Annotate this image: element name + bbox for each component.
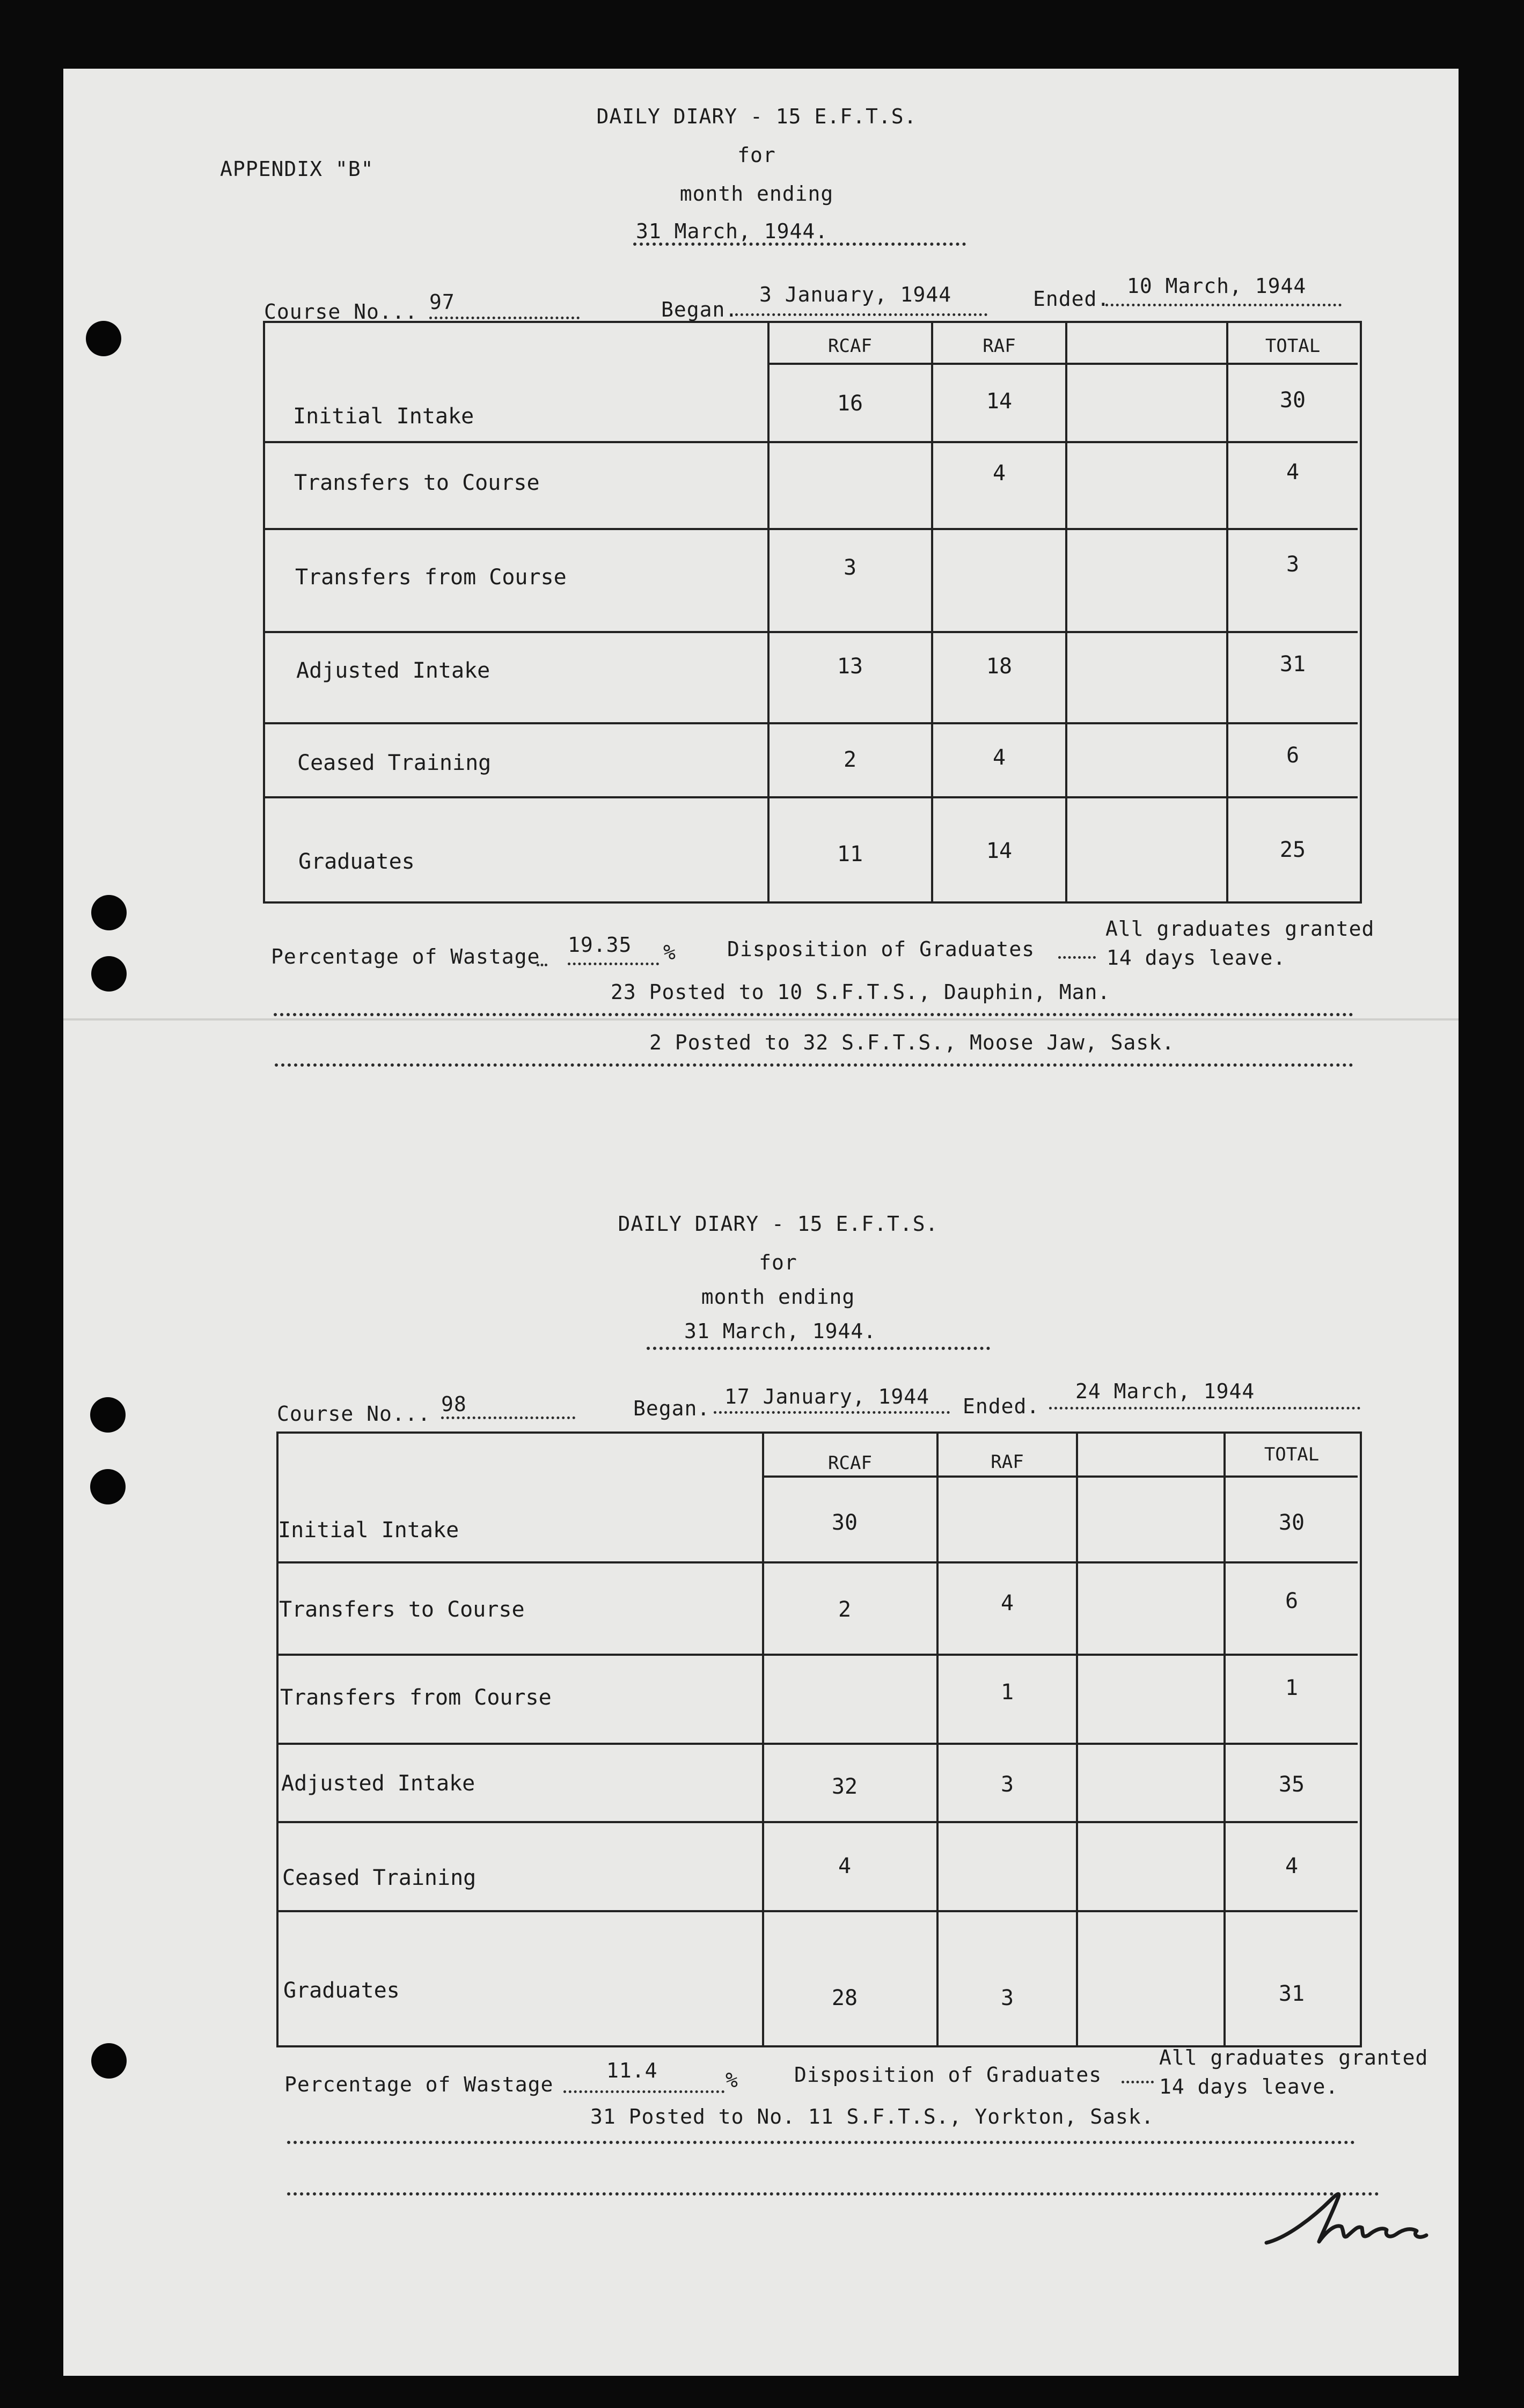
wastage-dotted-line [563,2090,724,2093]
began-date: 17 January, 1944 [724,1385,930,1408]
table-column-divider [1065,321,1067,901]
column-header-rcaf: RCAF [828,1452,872,1474]
month-ending-label: month ending [701,1285,855,1309]
began-dotted-line [714,1411,950,1414]
total-value: 4 [1286,460,1300,484]
disposition-text-line-1: All graduates granted [1105,917,1375,941]
total-value: 25 [1279,838,1306,862]
punch-hole [86,321,121,356]
total-value: 6 [1286,743,1300,768]
table-row-rule [276,1743,1358,1745]
wastage-dotted-line [568,963,659,965]
punch-hole [91,2043,127,2079]
table-row-rule [276,1561,1358,1563]
total-value: 31 [1279,652,1306,677]
raf-value: 3 [1000,1986,1014,2010]
appendix-label: APPENDIX "B" [220,157,374,181]
wastage-dotted-line [537,964,547,966]
course-no-label: Course No... [277,1402,431,1426]
row-label: Graduates [298,849,415,874]
table-row-rule [276,1654,1358,1656]
table-column-divider [1076,1431,1078,2045]
row-label: Transfers from Course [295,565,567,590]
column-header-total: TOTAL [1264,1444,1320,1465]
disposition-label: Disposition of Graduates [727,937,1035,961]
raf-value: 14 [986,389,1013,414]
table-row-rule [276,1821,1358,1823]
row-label: Transfers to Course [279,1597,525,1622]
rcaf-value: 11 [837,842,863,867]
began-label: Began. [661,298,738,321]
date-dotted-line [633,243,966,246]
posting-dotted-line [274,1013,1353,1016]
punch-hole [90,1469,126,1504]
total-value: 1 [1285,1676,1299,1700]
table-header-rule [767,363,1358,365]
table-row-rule [263,722,1358,724]
table-header-rule [762,1475,1358,1478]
row-label: Initial Intake [293,404,474,429]
course-no-value: 97 [429,290,455,314]
table-row-rule [263,528,1358,530]
wastage-unit: % [726,2068,738,2092]
disposition-text-line-2: 14 days leave. [1107,946,1286,970]
row-label: Initial Intake [278,1518,459,1543]
diary-title: DAILY DIARY - 15 E.F.T.S. [596,105,917,128]
date-dotted-line [647,1347,990,1350]
punch-hole [91,956,127,992]
disposition-text-line-2: 14 days leave. [1159,2075,1339,2098]
punch-hole [90,1397,126,1433]
total-value: 6 [1285,1589,1299,1613]
total-value: 31 [1278,1981,1305,2006]
for-label: for [759,1251,797,1274]
wastage-label: Percentage of Wastage [284,2073,554,2096]
column-header-raf: RAF [983,335,1016,357]
raf-value: 1 [1000,1680,1014,1705]
table-row-rule [263,631,1358,633]
page-fold-line [63,1018,1459,1021]
ended-label: Ended. [963,1394,1040,1418]
disposition-dotted-line [1058,956,1096,959]
row-label: Ceased Training [282,1866,477,1890]
disposition-label: Disposition of Graduates [794,2063,1102,2087]
ended-dotted-line [1049,1407,1360,1409]
course-no-dotted-line [429,317,580,319]
total-value: 30 [1278,1510,1305,1535]
raf-value: 4 [992,745,1006,770]
began-dotted-line [735,313,987,316]
posting-dotted-line [287,2192,1379,2196]
rcaf-value: 16 [837,391,863,416]
began-label: Began. [633,1397,710,1420]
row-label: Transfers to Course [294,471,540,495]
ended-label: Ended. [1033,287,1110,311]
rcaf-value: 28 [831,1986,858,2010]
ended-dotted-line [1105,304,1342,306]
wastage-value: 19.35 [568,933,632,957]
ended-date: 10 March, 1944 [1127,274,1307,298]
row-label: Transfers from Course [280,1685,552,1710]
began-date: 3 January, 1944 [759,283,952,306]
handwritten-signature [1256,2178,1438,2259]
diary-title: DAILY DIARY - 15 E.F.T.S. [618,1212,939,1236]
rcaf-value: 2 [838,1597,852,1622]
column-header-rcaf: RCAF [828,335,872,357]
table-row-rule [276,1910,1358,1912]
posting-dotted-line [275,1063,1353,1067]
rcaf-value: 3 [843,555,857,580]
ended-date: 24 March, 1944 [1075,1379,1255,1403]
row-label: Adjusted Intake [296,658,490,683]
course-no-value: 98 [441,1392,467,1416]
posting-line-1: 23 Posted to 10 S.F.T.S., Dauphin, Man. [611,980,1111,1004]
raf-value: 4 [992,461,1006,486]
punch-hole [91,895,127,930]
total-value: 3 [1286,552,1300,577]
rcaf-value: 2 [843,747,857,772]
total-value: 4 [1285,1854,1299,1878]
table-column-divider [936,1431,939,2045]
rcaf-value: 13 [837,654,863,679]
disposition-dotted-line [1122,2081,1154,2083]
table-row-rule [263,441,1358,443]
course-no-dotted-line [441,1416,575,1419]
raf-value: 3 [1000,1772,1014,1797]
total-value: 30 [1279,388,1306,413]
wastage-label: Percentage of Wastage [271,945,540,968]
table-row-rule [263,796,1358,798]
posting-dotted-line [287,2141,1355,2144]
raf-value: 18 [986,654,1013,679]
row-label: Ceased Training [297,751,492,775]
row-label: Adjusted Intake [281,1771,475,1796]
total-value: 35 [1278,1772,1305,1797]
row-label: Graduates [283,1978,400,2003]
raf-value: 14 [986,839,1013,863]
month-ending-date: 31 March, 1944. [636,219,829,243]
column-header-raf: RAF [991,1451,1024,1473]
raf-value: 4 [1000,1591,1014,1616]
disposition-text-line-1: All graduates granted [1159,2046,1428,2069]
rcaf-value: 30 [831,1510,858,1535]
course-no-label: Course No... [264,300,418,324]
posting-line-2: 2 Posted to 32 S.F.T.S., Moose Jaw, Sask. [649,1031,1175,1054]
wastage-unit: % [663,941,676,964]
posting-line-1: 31 Posted to No. 11 S.F.T.S., Yorkton, Sask. [590,2105,1154,2128]
wastage-value: 11.4 [606,2059,658,2082]
rcaf-value: 32 [831,1774,858,1799]
rcaf-value: 4 [838,1854,852,1878]
month-ending-label: month ending [679,182,834,205]
for-label: for [737,143,776,167]
month-ending-date: 31 March, 1944. [684,1319,877,1343]
column-header-total: TOTAL [1265,335,1321,357]
